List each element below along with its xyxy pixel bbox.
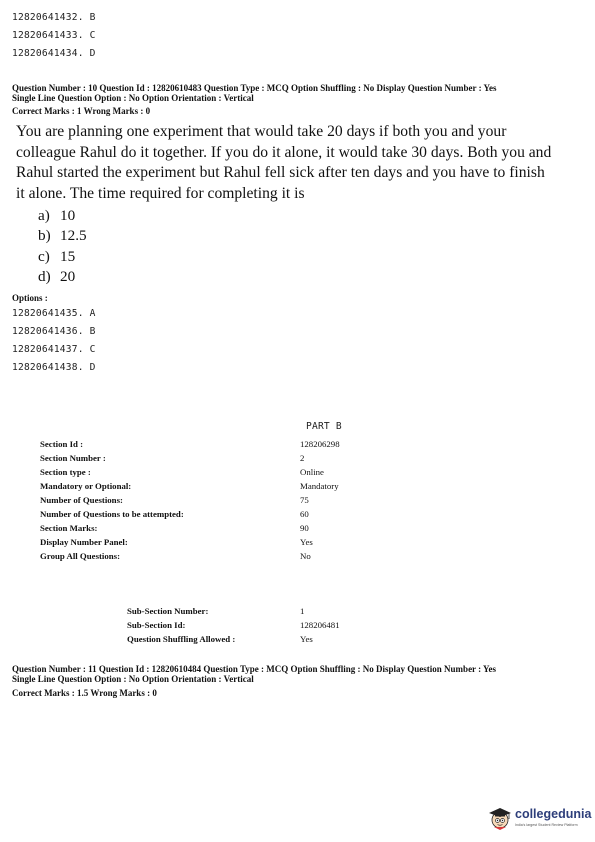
answer-choice bbox=[38, 247, 87, 267]
subsection-field-label: Question Shuffling Allowed : bbox=[127, 634, 236, 644]
subsection-field-label: Sub-Section Number: bbox=[127, 606, 209, 616]
subsection-field-value: Yes bbox=[300, 634, 313, 644]
question-header-line: Question Number : 10 Question Id : 12820610483 Question Type : MCQ Option Shuffling : No Display Question Number : Yes bbox=[12, 83, 497, 93]
options-label: Options : bbox=[12, 293, 48, 303]
section-field-label: Number of Questions to be attempted: bbox=[40, 509, 184, 519]
section-field-value: 60 bbox=[300, 509, 309, 519]
choice-text: 10 bbox=[60, 207, 76, 224]
section-field-label: Group All Questions: bbox=[40, 551, 121, 561]
section-field-value: Mandatory bbox=[300, 481, 339, 491]
section-field-value: 75 bbox=[300, 495, 309, 505]
option-code: 12820641438. D bbox=[12, 362, 96, 373]
question-text bbox=[16, 122, 556, 204]
choice-text: 20 bbox=[60, 268, 76, 286]
question-header-line: Question Number : 11 Question Id : 12820610484 Question Type : MCQ Option Shuffling : No Display Question Number : Yes bbox=[12, 664, 497, 674]
question-text-line: it alone. The time required for completing it is bbox=[16, 184, 305, 202]
choice-text: 12.5 bbox=[60, 227, 87, 245]
section-field-value: No bbox=[300, 551, 311, 561]
option-code: 12820641433. C bbox=[12, 30, 96, 41]
section-field-label: Mandatory or Optional: bbox=[40, 481, 132, 491]
section-field-label: Section type : bbox=[40, 467, 91, 477]
question-header-line: Single Line Question Option : No Option Orientation : Vertical bbox=[12, 93, 254, 103]
answer-choices bbox=[38, 206, 87, 288]
choice-letter: d) bbox=[38, 268, 51, 286]
section-field-label: Section Number : bbox=[40, 453, 106, 463]
section-field-label: Section Id : bbox=[40, 439, 84, 449]
section-field-value: Yes bbox=[300, 537, 313, 547]
option-code: 12820641437. C bbox=[12, 344, 96, 355]
marks-line: Correct Marks : 1.5 Wrong Marks : 0 bbox=[12, 688, 157, 698]
choice-letter: b) bbox=[38, 227, 51, 245]
question-text-line: colleague Rahul do it together. If you do it alone, it would take 30 days. Both you and bbox=[16, 143, 552, 161]
option-code: 12820641435. A bbox=[12, 308, 96, 319]
collegedunia-logo bbox=[487, 803, 592, 833]
option-code: 12820641432. B bbox=[12, 12, 96, 23]
section-field-value: Online bbox=[300, 467, 324, 477]
graduate-mascot-icon bbox=[487, 805, 513, 831]
section-field-label: Section Marks: bbox=[40, 523, 98, 533]
choice-letter: c) bbox=[38, 247, 50, 265]
section-field-value: 128206298 bbox=[300, 439, 340, 449]
question-text-line: Rahul started the experiment but Rahul fell sick after ten days and you have to finish bbox=[16, 164, 545, 182]
option-code: 12820641434. D bbox=[12, 48, 96, 59]
logo-tagline: India's largest Student Review Platform bbox=[515, 823, 578, 827]
subsection-field-value: 1 bbox=[300, 606, 305, 616]
answer-choice bbox=[38, 206, 87, 226]
section-field-label: Number of Questions: bbox=[40, 495, 123, 505]
option-code: 12820641436. B bbox=[12, 326, 96, 337]
choice-letter: a) bbox=[38, 207, 50, 224]
subsection-field-value: 128206481 bbox=[300, 620, 340, 630]
question-header-line: Single Line Question Option : No Option Orientation : Vertical bbox=[12, 674, 254, 684]
question-text-line: You are planning one experiment that would take 20 days if both you and your bbox=[16, 123, 507, 140]
answer-choice bbox=[38, 226, 87, 246]
logo-name: collegedunia bbox=[515, 807, 592, 821]
answer-choice bbox=[38, 267, 87, 287]
section-field-label: Display Number Panel: bbox=[40, 537, 128, 547]
section-field-value: 2 bbox=[300, 453, 305, 463]
choice-text: 15 bbox=[60, 247, 76, 265]
section-field-value: 90 bbox=[300, 523, 309, 533]
part-title: PART B bbox=[306, 421, 342, 432]
marks-line: Correct Marks : 1 Wrong Marks : 0 bbox=[12, 106, 151, 116]
subsection-field-label: Sub-Section Id: bbox=[127, 620, 186, 630]
